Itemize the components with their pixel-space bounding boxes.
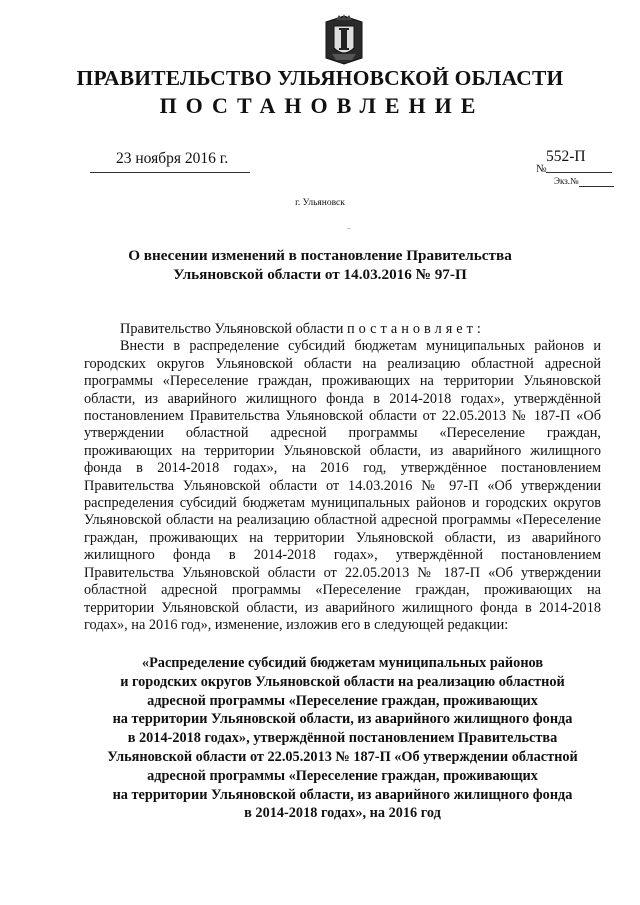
date-underline <box>90 172 250 173</box>
coat-of-arms-icon <box>322 14 366 66</box>
quote-line: Ульяновской области от 22.05.2013 № 187-П «Об утверждении областной <box>107 748 578 765</box>
title-line-2: Ульяновской области от 14.03.2016 № 97-П <box>173 266 467 283</box>
government-name: ПРАВИТЕЛЬСТВО УЛЬЯНОВСКОЙ ОБЛАСТИ <box>76 66 564 90</box>
intro-prefix: Правительство Ульяновской области <box>120 321 344 337</box>
decree-title <box>60 246 580 284</box>
quote-line: «Распределение субсидий бюджетам муниципальных районов <box>141 655 544 671</box>
decree-date: 23 ноября 2016 г. <box>116 150 229 167</box>
decree-number: 552-П <box>546 148 586 165</box>
quote-line: в 2014-2018 годах», утверждённой постановлением Правительства <box>127 730 558 747</box>
quote-line: адресной программы «Переселение граждан, проживающих <box>147 692 538 709</box>
copy-label: Экз.№ <box>554 176 579 186</box>
city-mark: – <box>347 224 351 232</box>
intro-verb: постановляет: <box>346 321 485 337</box>
quote-line: и городских округов Ульяновской области на реализацию областной <box>120 673 565 690</box>
copy-underline <box>579 186 614 187</box>
quote-line: на территории Ульяновской области, из аварийного жилищного фонда <box>112 711 573 728</box>
document-type: ПОСТАНОВЛЕНИЕ <box>159 93 485 118</box>
number-underline <box>546 172 612 173</box>
title-line-1: О внесении изменений в постановление Правительства <box>128 247 512 264</box>
quote-line: на территории Ульяновской области, из аварийного жилищного фонда <box>112 786 573 803</box>
number-sign: № <box>536 163 547 175</box>
city: г. Ульяновск <box>295 198 345 208</box>
intro-line <box>84 321 601 338</box>
decree-body <box>84 321 601 634</box>
main-paragraph: Внести в распределение субсидий бюджетам муниципальных районов и городских округов Ульяновской области на реализацию областной адресной программы «Переселение граждан, проживающих на территории Ульяновской области, из аварийного жилищного фонда в 2014-2018 годах», утверждённой постановлением Правительства Ульяновской области от 22.05.2013 № 187-П «Об утверждении областной адресной программы «Переселение граждан, проживающих на территории Ульяновской области, из аварийного жилищного фонда в 2014-2018 годах», на 2016 год, утверждённое постановлением Правительства Ульяновской области от 14.03.2016 № 97-П «Об утверждении распределения субсидий бюджетам муниципальных районов и городских округов Ульяновской области на реализацию областной адресной программы «Переселение граждан, проживающих на территории Ульяновской области, из аварийного жилищного фонда в 2014-2018 годах», утверждённой постановлением Правительства Ульяновской области от 22.05.2013 № 187-П «Об утверждении областной адресной программы «Переселение граждан, проживающих на территории Ульяновской области, из аварийного жилищного фонда в 2014-2018 годах», на 2016 год», изменение, изложив его в следующей редакции: <box>84 338 601 633</box>
quoted-heading <box>80 654 605 823</box>
quote-line: адресной программы «Переселение граждан, проживающих <box>147 767 538 784</box>
quote-line: в 2014-2018 годах», на 2016 год <box>244 805 441 822</box>
